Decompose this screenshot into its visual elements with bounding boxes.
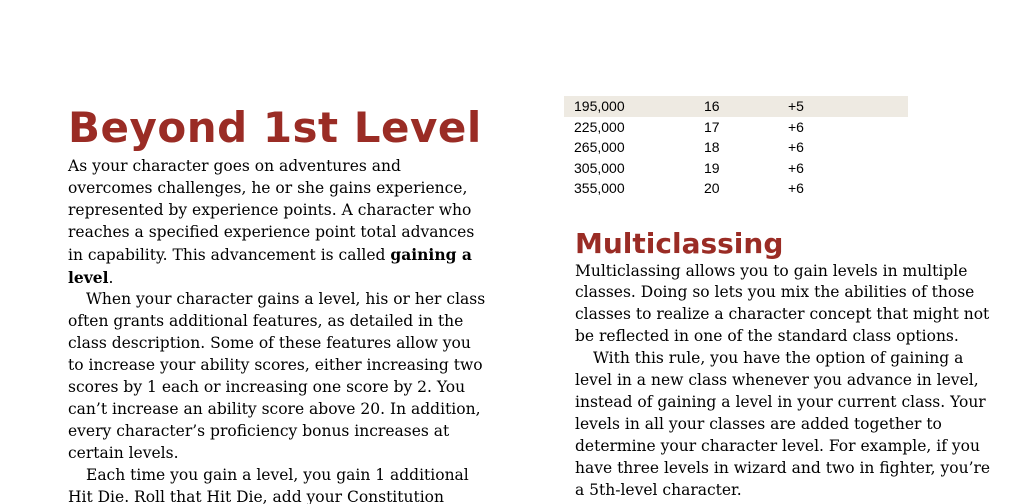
level-cell: 19 [704,159,720,176]
left-column [68,100,493,504]
text-line: scores by 1 each or increasing one score by 2. You [68,378,466,397]
text-line: With this rule, you have the option of gaining a [593,349,964,368]
text-line: every character’s proficiency bonus increases at [68,421,450,440]
text-line: have three levels in wizard and two in fighter, you’re [575,458,991,477]
text-line: often grants additional features, as detailed in the [68,312,464,331]
right-column [564,96,1004,501]
paragraph-class-features [68,289,493,464]
text-line: overcomes challenges, he or she gains experience, [68,178,468,197]
text-line: classes. Doing so lets you mix the abilities of those [575,283,975,302]
bonus-cell: +5 [788,96,908,117]
xp-cell: 265,000 [574,139,625,155]
table-row [564,96,908,117]
section-title-beyond-1st-level: Beyond 1st Level [68,103,482,152]
text-line: Each time you gain a level, you gain 1 additional [86,465,469,484]
text-fragment: in capability. This advancement is called [68,245,391,264]
text-line: reaches a specified experience point total advances [68,222,475,241]
text-fragment: . [108,268,114,287]
xp-cell: 195,000 [564,96,704,117]
text-line: be reflected in one of the standard class options. [575,327,959,346]
bonus-cell: +6 [788,180,804,196]
level-cell: 18 [704,139,720,155]
text-line: Hit Die. Roll that Hit Die, add your Constitution [68,487,444,504]
xp-cell: 305,000 [574,159,625,176]
xp-cell: 225,000 [574,118,625,135]
table-row [564,158,908,179]
section-title-multiclassing: Multiclassing [575,226,784,260]
experience-table [564,96,908,199]
text-line: levels in all your classes are added together to [575,414,942,433]
text-line: class description. Some of these features allow you [68,334,471,353]
table-row [564,137,908,158]
bonus-cell: +6 [788,139,804,155]
text-line [68,267,493,290]
table-row [564,117,908,138]
text-line: instead of gaining a level in your current class. Your [575,392,986,411]
text-line: certain levels. [68,443,179,462]
bonus-cell: +6 [788,118,804,135]
table-row [564,178,908,199]
level-cell: 17 [704,118,720,135]
text-line: represented by experience points. A character who [68,200,472,219]
text-line: level in a new class whenever you advance in level, [575,371,979,390]
text-line: a 5th-level character. [575,480,742,499]
text-line: to increase your ability scores, either increasing two [68,356,483,375]
xp-cell: 355,000 [574,180,625,196]
paragraph-multiclass-rule [564,348,1004,501]
paragraph-intro [68,156,493,289]
text-line: As your character goes on adventures and [68,157,401,175]
text-line: When your character gains a level, his or her class [86,290,486,309]
paragraph-hit-die [68,465,493,504]
paragraph-multiclass-intro [564,261,1004,349]
text-line: Multiclassing allows you to gain levels in multiple [575,261,968,280]
bold-term: level [68,267,109,287]
bonus-cell: +6 [788,159,804,176]
level-cell: 16 [704,96,788,117]
level-cell: 20 [704,180,720,196]
text-line: can’t increase an ability score above 20. In addition, [68,399,481,418]
text-line: determine your character level. For example, if you [575,436,980,455]
text-line: classes to realize a character concept that might not [575,305,990,324]
text-line [68,244,493,267]
bold-term: gaining a [390,244,472,264]
